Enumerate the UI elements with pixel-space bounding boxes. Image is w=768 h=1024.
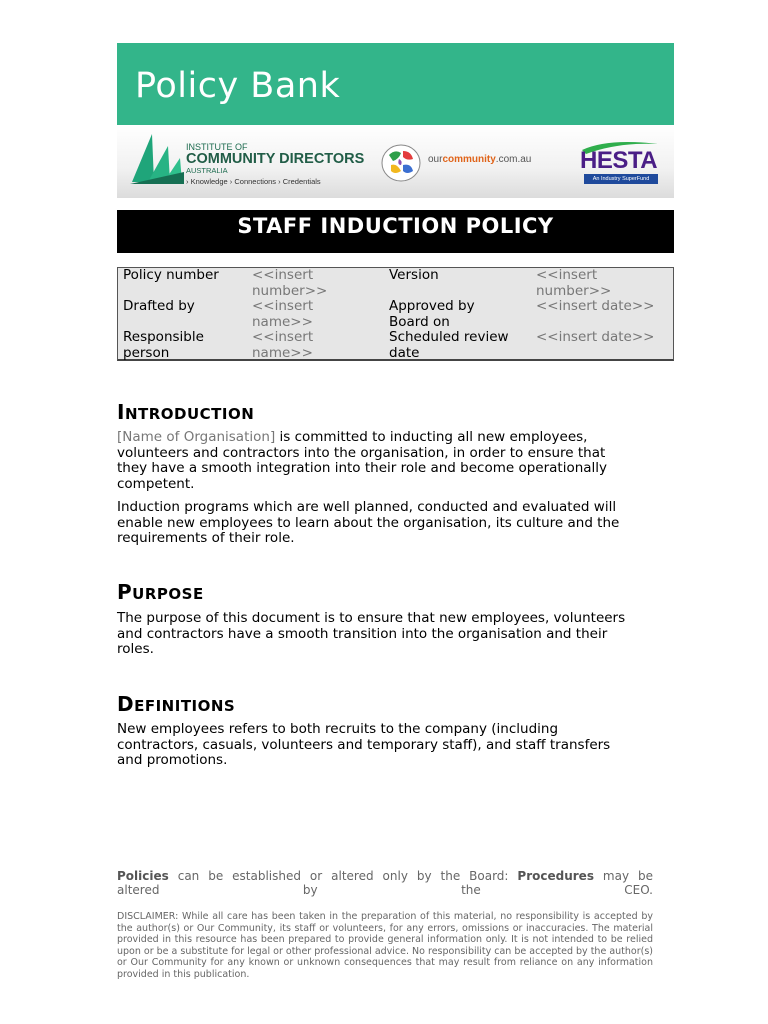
- version-value-2: number>>: [536, 282, 612, 299]
- policy-meta-table: [117, 267, 674, 361]
- intro-p1-line3: they have a smooth integration into their role and become operationally: [117, 460, 608, 476]
- responsible-value-2: name>>: [252, 344, 313, 361]
- oc-suffix: .com.au: [495, 154, 532, 165]
- organisation-name-placeholder: [Name of Organisation]: [117, 429, 276, 445]
- responsible-value-1: <<insert: [252, 329, 314, 345]
- note-mid: can be established or altered only by the Board:: [168, 869, 518, 883]
- policy-number-value-1: <<insert: [252, 267, 314, 283]
- introduction-heading: [117, 400, 254, 424]
- drafted-by-value-1: <<insert: [252, 298, 314, 314]
- procedures-word: Procedures: [517, 869, 594, 883]
- introduction-paragraph-1: [117, 430, 647, 492]
- responsible-label-2: person: [123, 344, 170, 361]
- definitions-initial: D: [117, 692, 135, 716]
- purpose-heading: [117, 580, 204, 604]
- approved-by-label-2: Board on: [389, 313, 450, 330]
- drafted-by-label: Drafted by: [123, 298, 195, 314]
- version-label: Version: [389, 267, 439, 283]
- introduction-rest: NTRODUCTION: [124, 405, 255, 423]
- definitions-heading: [117, 692, 235, 716]
- definitions-line2: contractors, casuals, volunteers and temporary staff), and staff transfers: [117, 736, 611, 753]
- icd-line2: COMMUNITY DIRECTORS: [186, 151, 365, 167]
- intro-p1-line4: competent.: [117, 475, 195, 492]
- policies-word: Policies: [117, 869, 169, 883]
- purpose-initial: P: [117, 580, 133, 604]
- purpose-line2: and contractors have a smooth transition into the organisation and their: [117, 625, 608, 642]
- approved-by-label-1: Approved by: [389, 298, 475, 314]
- review-label-1: Scheduled review: [389, 329, 509, 345]
- intro-p1-line1: is committed to inducting all new employees,: [275, 429, 588, 445]
- icd-line4: › Knowledge › Connections › Credentials: [186, 177, 321, 186]
- oc-prefix: our: [428, 154, 443, 165]
- definitions-line3: and promotions.: [117, 752, 228, 768]
- header-title: Policy Bank: [135, 66, 341, 106]
- purpose-rest: URPOSE: [132, 585, 204, 603]
- review-value: <<insert date>>: [536, 329, 655, 345]
- governance-note-line2: altered by the CEO.: [117, 883, 653, 897]
- drafted-by-value-2: name>>: [252, 313, 313, 330]
- intro-p2-line1: Induction programs which are well planned, conducted and evaluated will: [117, 499, 617, 515]
- disclaimer: DISCLAIMER: While all care has been taken in the preparation of this material, no responsibility is accepted by the author(s) or Our Community, its staff or volunteers, for any errors, omissions or inaccuracies. The material provided in this resource has been prepared to provide general information only. It is not intended to be relied upon or be a substitute for legal or other professional advice. No responsibility can be accepted by the author(s) or Our Community for any known or unknown consequences that may result from reliance on any information provided in this publication.: [117, 911, 653, 980]
- purpose-line1: The purpose of this document is to ensure that new employees, volunteers: [117, 610, 626, 626]
- intro-p2-line2: enable new employees to learn about the organisation, its culture and the: [117, 514, 620, 531]
- policy-number-value-2: number>>: [252, 282, 328, 299]
- governance-note-line1: [117, 870, 653, 884]
- responsible-label-1: Responsible: [123, 329, 204, 345]
- document-title: STAFF INDUCTION POLICY: [237, 214, 554, 238]
- definitions-paragraph: [117, 722, 647, 769]
- purpose-line3: roles.: [117, 641, 154, 657]
- ourcommunity-logo-text: [428, 154, 531, 165]
- note-end: may be: [593, 869, 653, 883]
- icd-line3: AUSTRALIA: [186, 166, 228, 175]
- introduction-paragraph-2: [117, 500, 647, 547]
- intro-p2-line3: requirements of their role.: [117, 530, 295, 546]
- definitions-rest: EFINITIONS: [134, 697, 236, 715]
- policy-number-label: Policy number: [123, 267, 219, 283]
- introduction-initial: I: [117, 400, 125, 424]
- version-value-1: <<insert: [536, 267, 598, 283]
- icd-line1: INSTITUTE OF: [186, 142, 248, 152]
- purpose-paragraph: [117, 611, 647, 658]
- intro-p1-line2: volunteers and contractors into the organisation, in order to ensure that: [117, 444, 606, 461]
- icd-logo-text: [186, 143, 364, 188]
- hesta-tagline: An Industry SuperFund: [584, 174, 658, 184]
- review-label-2: date: [389, 344, 420, 361]
- definitions-line1: New employees refers to both recruits to the company (including: [117, 721, 559, 737]
- oc-main: community: [442, 154, 496, 165]
- ourcommunity-globe-icon: [379, 143, 423, 183]
- hesta-logo-text: HESTA: [580, 147, 658, 174]
- approved-by-value: <<insert date>>: [536, 298, 655, 314]
